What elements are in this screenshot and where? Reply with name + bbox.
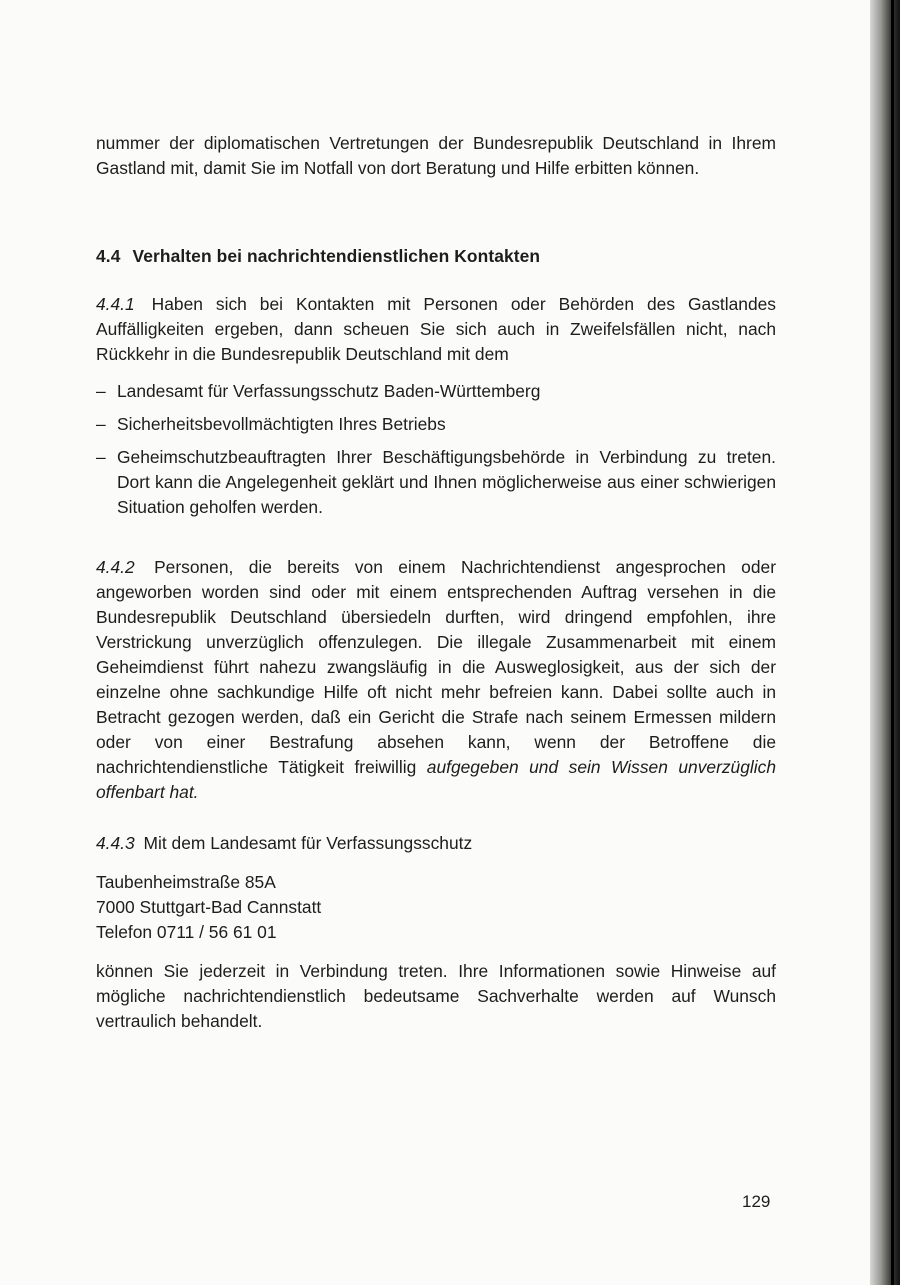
address-phone: Telefon 0711 / 56 61 01 xyxy=(96,922,277,942)
section-title: Verhalten bei nachrichtendienstlichen Kontakten xyxy=(132,246,541,266)
list-item xyxy=(96,445,776,520)
paragraph-text: Haben sich bei Kontakten mit Personen oder Behörden des Gastlandes Auffälligkeiten ergeben, dann scheuen Sie sich auch in Zweifelsfällen nicht, nach Rückkehr in die Bundesrepublik Deutschland mit dem xyxy=(96,294,776,364)
paragraph-emphasis: aufgegeben und sein Wissen unverzüglich offenbart hat. xyxy=(96,757,776,802)
list-item-text: Landesamt für Verfassungsschutz Baden-Württemberg xyxy=(117,381,541,401)
list-item-text: Sicherheitsbevollmächtigten Ihres Betriebs xyxy=(117,414,446,434)
address-block xyxy=(96,870,776,945)
list-item xyxy=(96,412,776,437)
contact-list xyxy=(96,379,776,520)
page-number: 129 xyxy=(742,1192,771,1211)
paragraph-4-4-1-body xyxy=(96,292,776,367)
book-binding-edge xyxy=(870,0,900,1285)
paragraph-4-4-2-body xyxy=(96,555,776,805)
list-item-text: Geheimschutzbeauftragten Ihrer Beschäftigungsbehörde in Verbindung zu treten. Dort kann die Angelegenheit geklärt und Ihnen möglicherweise aus einer schwierigen Situation geholfen werden. xyxy=(117,447,776,517)
paragraph-text: Mit dem Landesamt für Verfassungsschutz xyxy=(143,833,473,853)
section-number: 4.4 xyxy=(96,246,121,266)
closing-paragraph: können Sie jederzeit in Verbindung treten. Ihre Informationen sowie Hinweise auf mögliche nachrichtendienstlich bedeutsame Sachverhalte werden auf Wunsch vertraulich behandelt. xyxy=(96,961,776,1031)
paragraph-4-4-1 xyxy=(96,292,776,528)
book-binding-line xyxy=(891,0,894,1285)
address-city: 7000 Stuttgart-Bad Cannstatt xyxy=(96,897,322,917)
paragraph-text: Personen, die bereits von einem Nachrichtendienst angesprochen oder angeworben worden sind oder mit einem entsprechenden Auftrag versehen in die Bundesrepublik Deutschland übersiedeln durften, wird dringend empfohlen, ihre Verstrickung unverzüglich offenzulegen. Die illegale Zusammenarbeit mit einem Geheimdienst führt nahezu zwangsläufig in die Ausweglosigkeit, aus der sich der einzelne ohne sachkundige Hilfe oft nicht mehr befreien kann. Dabei sollte auch in Betracht gezogen werden, daß ein Gericht die Strafe nach seinem Ermessen mildern oder von einer Bestrafung absehen kann, wenn der Betroffene die nachrichtendienstliche Tätigkeit freiwillig xyxy=(96,557,776,777)
paragraph-4-4-2 xyxy=(96,555,776,805)
list-item xyxy=(96,379,776,404)
dash-bullet: – xyxy=(96,447,106,467)
section-heading xyxy=(96,246,540,267)
intro-paragraph: nummer der diplomatischen Vertretungen der Bundesrepublik Deutschland in Ihrem Gastland mit, damit Sie im Notfall von dort Beratung und Hilfe erbitten können. xyxy=(96,133,776,178)
paragraph-4-4-3 xyxy=(96,831,776,1034)
paragraph-4-4-3-intro xyxy=(96,831,776,856)
intro-paragraph-block xyxy=(96,131,776,181)
address-street: Taubenheimstraße 85A xyxy=(96,872,276,892)
paragraph-number: 4.4.2 xyxy=(96,557,135,577)
paragraph-number: 4.4.1 xyxy=(96,294,135,314)
dash-bullet: – xyxy=(96,381,106,401)
paragraph-number: 4.4.3 xyxy=(96,833,135,853)
dash-bullet: – xyxy=(96,414,106,434)
